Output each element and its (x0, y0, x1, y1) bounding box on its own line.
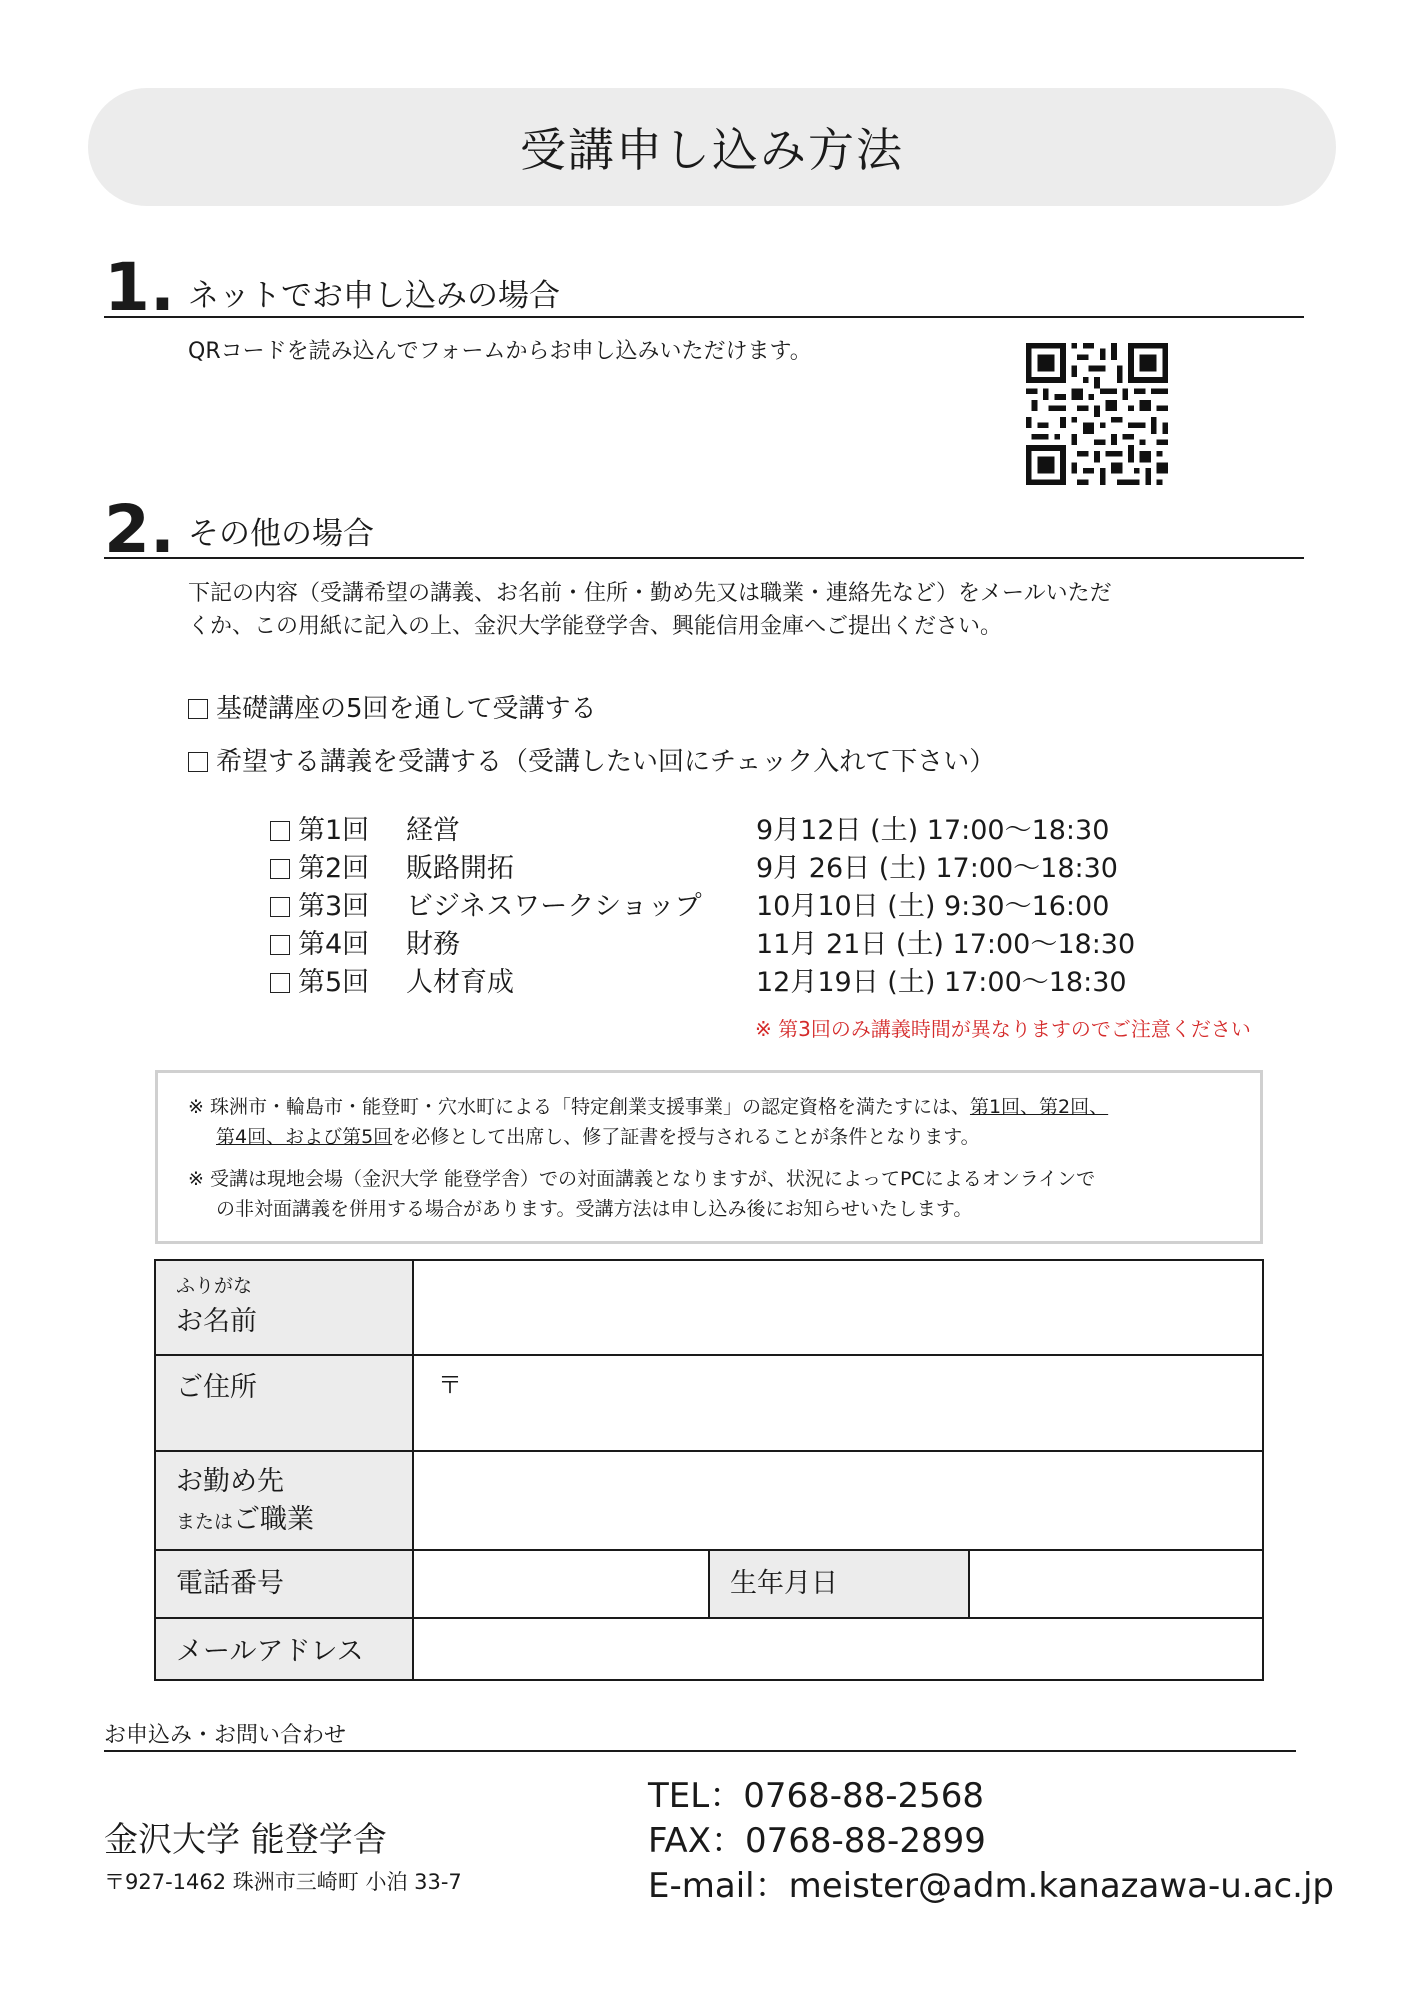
lecture3-checkbox[interactable] (270, 897, 290, 917)
lecture-row-4[interactable] (270, 922, 1170, 960)
notice2-line1: ※ 受講は現地会場（金沢大学 能登学舎）での対面講義となりますが、状況によってPCによるオンラインで (188, 1168, 1096, 1190)
lecture-row-2[interactable] (270, 846, 1170, 884)
section2-heading: その他の場合 (188, 516, 374, 552)
row-divider (156, 1450, 1262, 1452)
notice-box (155, 1070, 1263, 1244)
organization-address: 〒927-1462 珠洲市三崎町 小泊 33-7 (104, 1870, 462, 1894)
birthdate-divider (968, 1549, 970, 1617)
option-full-course[interactable] (188, 688, 597, 725)
lecture-name: 経営 (406, 815, 460, 846)
contact-tel: TEL：0768-88-2568 (648, 1776, 985, 1816)
select-lectures-checkbox[interactable] (188, 752, 208, 772)
address-input[interactable] (414, 1356, 1262, 1450)
lecture-name: 販路開拓 (406, 853, 514, 884)
row-divider (156, 1354, 1262, 1356)
lecture-date: 11月 21日 (土) 17:00〜18:30 (756, 929, 1136, 960)
contact-email[interactable]: E-mail：meister@adm.kanazawa-u.ac.jp (648, 1866, 1334, 1906)
email-input[interactable] (414, 1619, 1262, 1679)
notice1-line1: ※ 珠洲市・輪島市・能登町・穴水町による「特定創業支援事業」の認定資格を満たすには、第1回、第2回、 (188, 1096, 1109, 1118)
lecture-name: 財務 (406, 929, 460, 960)
lecture1-checkbox[interactable] (270, 821, 290, 841)
lecture-list (270, 808, 1270, 998)
lecture-date: 9月12日 (土) 17:00〜18:30 (756, 815, 1110, 846)
phone-input[interactable] (414, 1551, 708, 1617)
page-title: 受講申し込み方法 (520, 123, 904, 177)
option1-label: 基礎講座の5回を通して受講する (216, 694, 597, 724)
option-select-lectures[interactable] (188, 741, 995, 778)
full-course-checkbox[interactable] (188, 699, 208, 719)
name-input[interactable] (414, 1261, 1262, 1354)
lecture3-time-note: ※ 第3回のみ講義時間が異なりますのでご注意ください (755, 1017, 1251, 1041)
lecture-no: 第3回 (298, 891, 370, 922)
phone-divider (708, 1549, 710, 1617)
phone-label: 電話番号 (176, 1568, 284, 1599)
lecture5-checkbox[interactable] (270, 973, 290, 993)
lecture-name: ビジネスワークショップ (406, 891, 702, 922)
workplace-input[interactable] (414, 1452, 1262, 1549)
lecture-no: 第5回 (298, 967, 370, 998)
title-banner (88, 88, 1336, 206)
lecture-no: 第1回 (298, 815, 370, 846)
application-form (154, 1259, 1264, 1681)
workplace-label: お勤め先 (176, 1466, 284, 1497)
lecture4-checkbox[interactable] (270, 935, 290, 955)
section1-rule (104, 316, 1304, 318)
lecture-row-5[interactable] (270, 960, 1170, 998)
row-divider (156, 1617, 1262, 1619)
birthdate-input[interactable] (970, 1551, 1262, 1617)
section2-rule (104, 557, 1304, 559)
section1-number: 1. (104, 249, 175, 326)
lecture-no: 第2回 (298, 853, 370, 884)
organization-name: 金沢大学 能登学舎 (104, 1820, 387, 1860)
postal-mark: 〒 (438, 1371, 462, 1399)
lecture-row-3[interactable] (270, 884, 1170, 922)
lecture-row-1[interactable] (270, 808, 1170, 846)
notice1-line2: 第4回、および第5回を必修として出席し、修了証書を授与されることが条件となります。 (216, 1126, 980, 1148)
qr-code-icon[interactable] (1026, 343, 1168, 485)
lecture-name: 人材育成 (406, 967, 514, 998)
lecture2-checkbox[interactable] (270, 859, 290, 879)
email-label: メールアドレス (176, 1636, 364, 1667)
contact-fax: FAX：0768-88-2899 (648, 1821, 986, 1861)
occupation-label: またはご職業 (176, 1504, 315, 1535)
section1-text: QRコードを読み込んでフォームからお申し込みいただけます。 (188, 339, 812, 364)
notice2-line2: の非対面講義を併用する場合があります。受講方法は申し込み後にお知らせいたします。 (216, 1198, 973, 1220)
birthdate-label: 生年月日 (730, 1568, 838, 1599)
section2-text-line2: くか、この用紙に記入の上、金沢大学能登学舎、興能信用金庫へご提出ください。 (188, 614, 1003, 639)
section2-text-line1: 下記の内容（受講希望の講義、お名前・住所・勤め先又は職業・連絡先など）をメールいただ (188, 581, 1112, 606)
section2-number: 2. (104, 491, 175, 568)
lecture-date: 12月19日 (土) 17:00〜18:30 (756, 967, 1127, 998)
section1-heading: ネットでお申し込みの場合 (188, 278, 560, 314)
contact-heading: お申込み・お問い合わせ (104, 1723, 347, 1748)
name-label: お名前 (176, 1306, 257, 1337)
furigana-label: ふりがな (176, 1275, 253, 1297)
lecture-date: 9月 26日 (土) 17:00〜18:30 (756, 853, 1118, 884)
contact-rule (104, 1750, 1296, 1752)
lecture-date: 10月10日 (土) 9:30〜16:00 (756, 891, 1110, 922)
option2-label: 希望する講義を受講する（受講したい回にチェック入れて下さい） (216, 747, 996, 777)
lecture-no: 第4回 (298, 929, 370, 960)
address-label: ご住所 (176, 1372, 257, 1403)
